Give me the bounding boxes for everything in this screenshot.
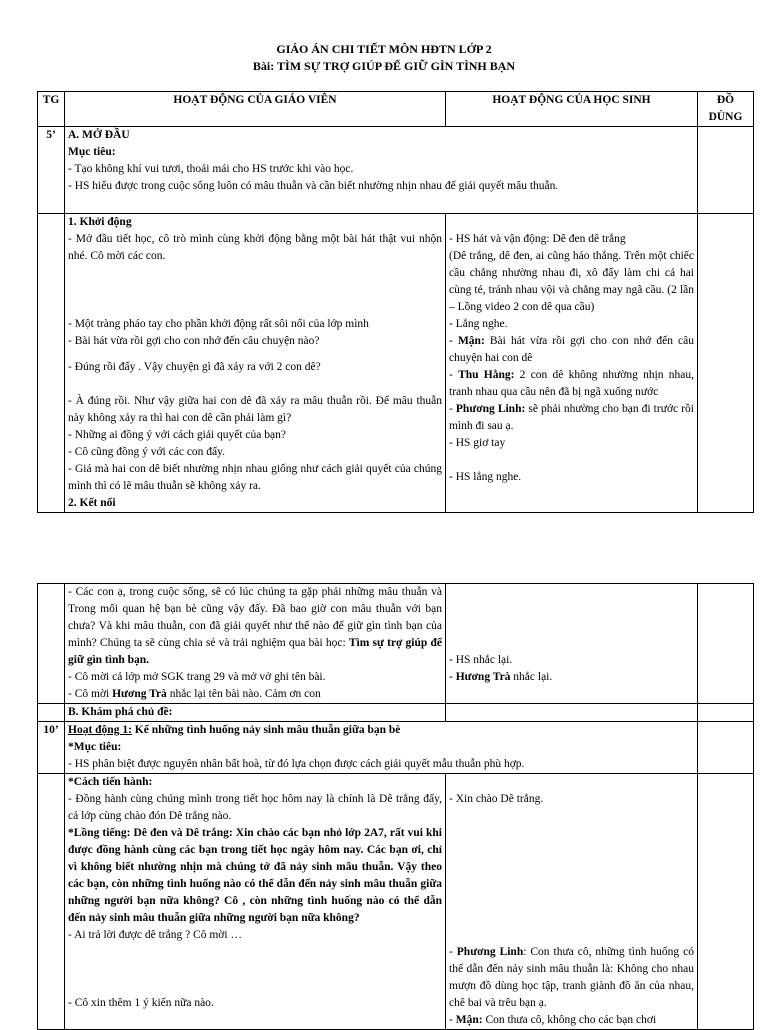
method-row — [38, 774, 754, 1030]
section-b-row — [38, 704, 754, 722]
teacher-line: - Cô cũng đồng ý với các con đấy. — [68, 446, 226, 458]
col-tg: TG — [38, 92, 65, 127]
time-cell: 10’ — [38, 722, 65, 774]
voiceover-text: *Lồng tiếng: Dê đen và Dê trắng: Xin chào các bạn nhỏ lớp 2A7, rất vui khi được đồng hành cùng các bạn trong tiết học ngày hôm nay. Các bạn ơi, chỉ vì không biết nhường nhịn mà chúng tớ đã nảy sinh mâu thuẫn. Vậy theo các bạn, còn những tình huống nào có thể dẫn đến nảy sinh mâu thuẫn giữa những người bạn nữa không? Cô , còn những tình huống nào có thể dẫn đến nảy sinh mâu thuẫn giữa những người bạn nữa không? — [68, 827, 442, 924]
goal-item: - HS hiểu được trong cuộc sống luôn có mâu thuẫn và cần biết nhường nhịn nhau để giải quyết mâu thuẫn. — [68, 180, 559, 192]
lesson-title: Bài: TÌM SỰ TRỢ GIÚP ĐỂ GIỮ GÌN TÌNH BẠN — [252, 59, 516, 73]
teacher-line: - Một tràng pháo tay cho phần khởi động rất sôi nổi của lớp mình — [68, 318, 369, 330]
student-name: Mận: — [455, 1014, 483, 1026]
student-line: - HS nhắc lại. — [449, 654, 513, 666]
student-cell — [446, 774, 698, 1030]
tools-cell — [698, 214, 754, 513]
student-line: - HS hát và vận động: Dê đen dê trắng — [449, 233, 626, 245]
student-line: - Thu Hằng: 2 con dê không nhường nhịn nhau, tranh nhau qua cầu nên đã bị ngã xuống nước — [449, 369, 694, 398]
section-a-title: A. MỞ ĐẦU — [68, 129, 130, 141]
student-cell — [446, 584, 698, 704]
tools-cell — [698, 722, 754, 774]
student-line: - HS lắng nghe. — [449, 471, 522, 483]
tools-cell — [698, 704, 754, 722]
connect-row — [38, 584, 754, 704]
goal-label: Mục tiêu: — [68, 146, 116, 158]
table-header-row — [38, 92, 754, 127]
activity-1-title: Hoạt động 1: Kể những tình huống nảy sinh mâu thuẫn giữa bạn bè — [68, 724, 401, 736]
student-line: - Mận: Con thưa cô, không cho các bạn chơi — [449, 1014, 657, 1026]
lesson-name: Tìm sự trợ giúp để giữ gìn tình bạn. — [68, 637, 442, 666]
teacher-line: - Giá mà hai con dê biết nhường nhịn nhau giống như cách giải quyết của chúng mình thì có lẽ mâu thuẫn sẽ không xảy ra. — [68, 463, 442, 492]
time-cell — [38, 584, 65, 704]
student-line: - Lắng nghe. — [449, 318, 508, 330]
student-line: - Hương Trà nhắc lại. — [449, 671, 553, 683]
section-b-title: B. Khám phá chủ đề: — [65, 704, 446, 722]
student-cell — [446, 704, 698, 722]
document-title: GIÁO ÁN CHI TIẾT MÔN HĐTN LỚP 2 — [276, 42, 492, 56]
student-line: - Xin chào Dê trắng. — [449, 793, 544, 805]
section-a-content — [65, 127, 698, 214]
student-name: Mận: — [457, 335, 485, 347]
teacher-line: - À đúng rồi. Như vậy giữa hai con dê đã xảy ra mâu thuẫn rồi. Để mâu thuẫn này không xảy ra thì hai con dê cần phải làm gì? — [68, 395, 442, 424]
tools-cell — [698, 774, 754, 1030]
time-cell — [38, 704, 65, 722]
teacher-cell — [65, 774, 446, 1030]
teacher-line: - Ai trả lời được dê trắng ? Cô mời … — [68, 929, 242, 941]
goal-item: - HS phân biệt được nguyên nhân bất hoà, từ đó lựa chọn được cách giải quyết mẫu thuẫn phù hợp. — [68, 758, 525, 770]
col-tools: ĐỒ DÙNG — [698, 92, 754, 127]
teacher-line: - Cô mời Hương Trà nhắc lại tên bài nào. Cảm ơn con — [68, 688, 321, 700]
tools-cell — [698, 127, 754, 214]
activity-1-row — [38, 722, 754, 774]
section-a-row — [38, 127, 754, 214]
time-cell — [38, 774, 65, 1030]
student-line: (Dê trắng, dê đen, ai cũng háo thắng. Trên một chiếc cầu chẳng nhường nhau đi, xô đẩy làm chi cả hai cùng té, tránh nhau vội và chẳng may ngã cầu. (2 lần – Lồng video 2 con dê qua cầu) — [449, 250, 694, 313]
teacher-line: - Những ai đồng ý với cách giải quyết của bạn? — [68, 429, 286, 441]
tools-cell — [698, 584, 754, 704]
teacher-line: - Mở đầu tiết học, cô trò mình cùng khởi động bằng một bài hát thật vui nhộn nhé. Cô mời các con. — [68, 233, 442, 262]
teacher-line: - Các con ạ, trong cuộc sống, sẽ có lúc chúng ta gặp phải những mâu thuẫn và Trong mối quan hệ bạn bè cũng vậy đấy. Đã bao giờ con mâu thuẫn với bạn chưa? Và khi mâu thuẫn, con đã giải quyết như thế nào để giữ gìn tình bạn của mình? Chúng ta sẽ cùng chia sẻ và trải nghiệm qua bài học: Tìm sự trợ giúp để giữ gìn tình bạn. — [68, 586, 442, 666]
student-name: Phương Linh — [456, 946, 524, 958]
student-cell — [446, 214, 698, 513]
teacher-line: - Bài hát vừa rồi gợi cho con nhớ đến câu chuyện nào? — [68, 335, 320, 347]
student-name: Thu Hằng: — [458, 369, 515, 381]
goal-item: - Tạo không khí vui tươi, thoải mái cho HS trước khi vào học. — [68, 163, 354, 175]
lesson-table-part1 — [37, 91, 754, 513]
teacher-cell — [65, 214, 446, 513]
student-name: Phương Linh: — [455, 403, 526, 415]
student-line: - HS giơ tay — [449, 437, 506, 449]
student-name: Hương Trà — [455, 671, 511, 683]
teacher-line: - Đúng rồi đấy . Vậy chuyện gì đã xảy ra với 2 con dê? — [68, 361, 321, 373]
student-line: - Phương Linh: sẽ phải nhường cho bạn đi trước rồi mình đi sau ạ. — [449, 403, 694, 432]
goal-label: *Mục tiêu: — [68, 741, 122, 753]
warmup-title: 1. Khởi động — [68, 216, 132, 228]
col-teacher: HOẠT ĐỘNG CỦA GIÁO VIÊN — [65, 92, 446, 127]
teacher-cell — [65, 584, 446, 704]
connect-title: 2. Kết nối — [68, 497, 116, 509]
teacher-line: - Cô xin thêm 1 ý kiến nữa nào. — [68, 997, 214, 1009]
time-cell: 5’ — [38, 127, 65, 214]
col-student: HOẠT ĐỘNG CỦA HỌC SINH — [446, 92, 698, 127]
time-cell — [38, 214, 65, 513]
student-name: Hương Trà — [112, 688, 167, 700]
warmup-row — [38, 214, 754, 513]
teacher-line: - Cô mời cả lớp mở SGK trang 29 và mở vở ghi tên bài. — [68, 671, 326, 683]
student-line: - Mận: Bài hát vừa rồi gợi cho con nhớ đến câu chuyện hai con dê — [449, 335, 694, 364]
teacher-line: - Đồng hành cùng chúng mình trong tiết học hôm nay là chính là Dê trắng đấy, cả lớp cùng chào đón Dê trắng nào. — [68, 793, 442, 822]
method-label: *Cách tiến hành: — [68, 776, 153, 788]
lesson-table-part2 — [37, 583, 754, 1030]
activity-1-content — [65, 722, 698, 774]
student-line: - Phương Linh: Con thưa cô, những tình huống có thể dẫn đến nảy sinh mâu thuẫn là: Không cho nhau mượn đồ dùng học tập, tranh giành đồ ăn của nhau, chê bai và trêu bạn ạ. — [449, 946, 694, 1009]
